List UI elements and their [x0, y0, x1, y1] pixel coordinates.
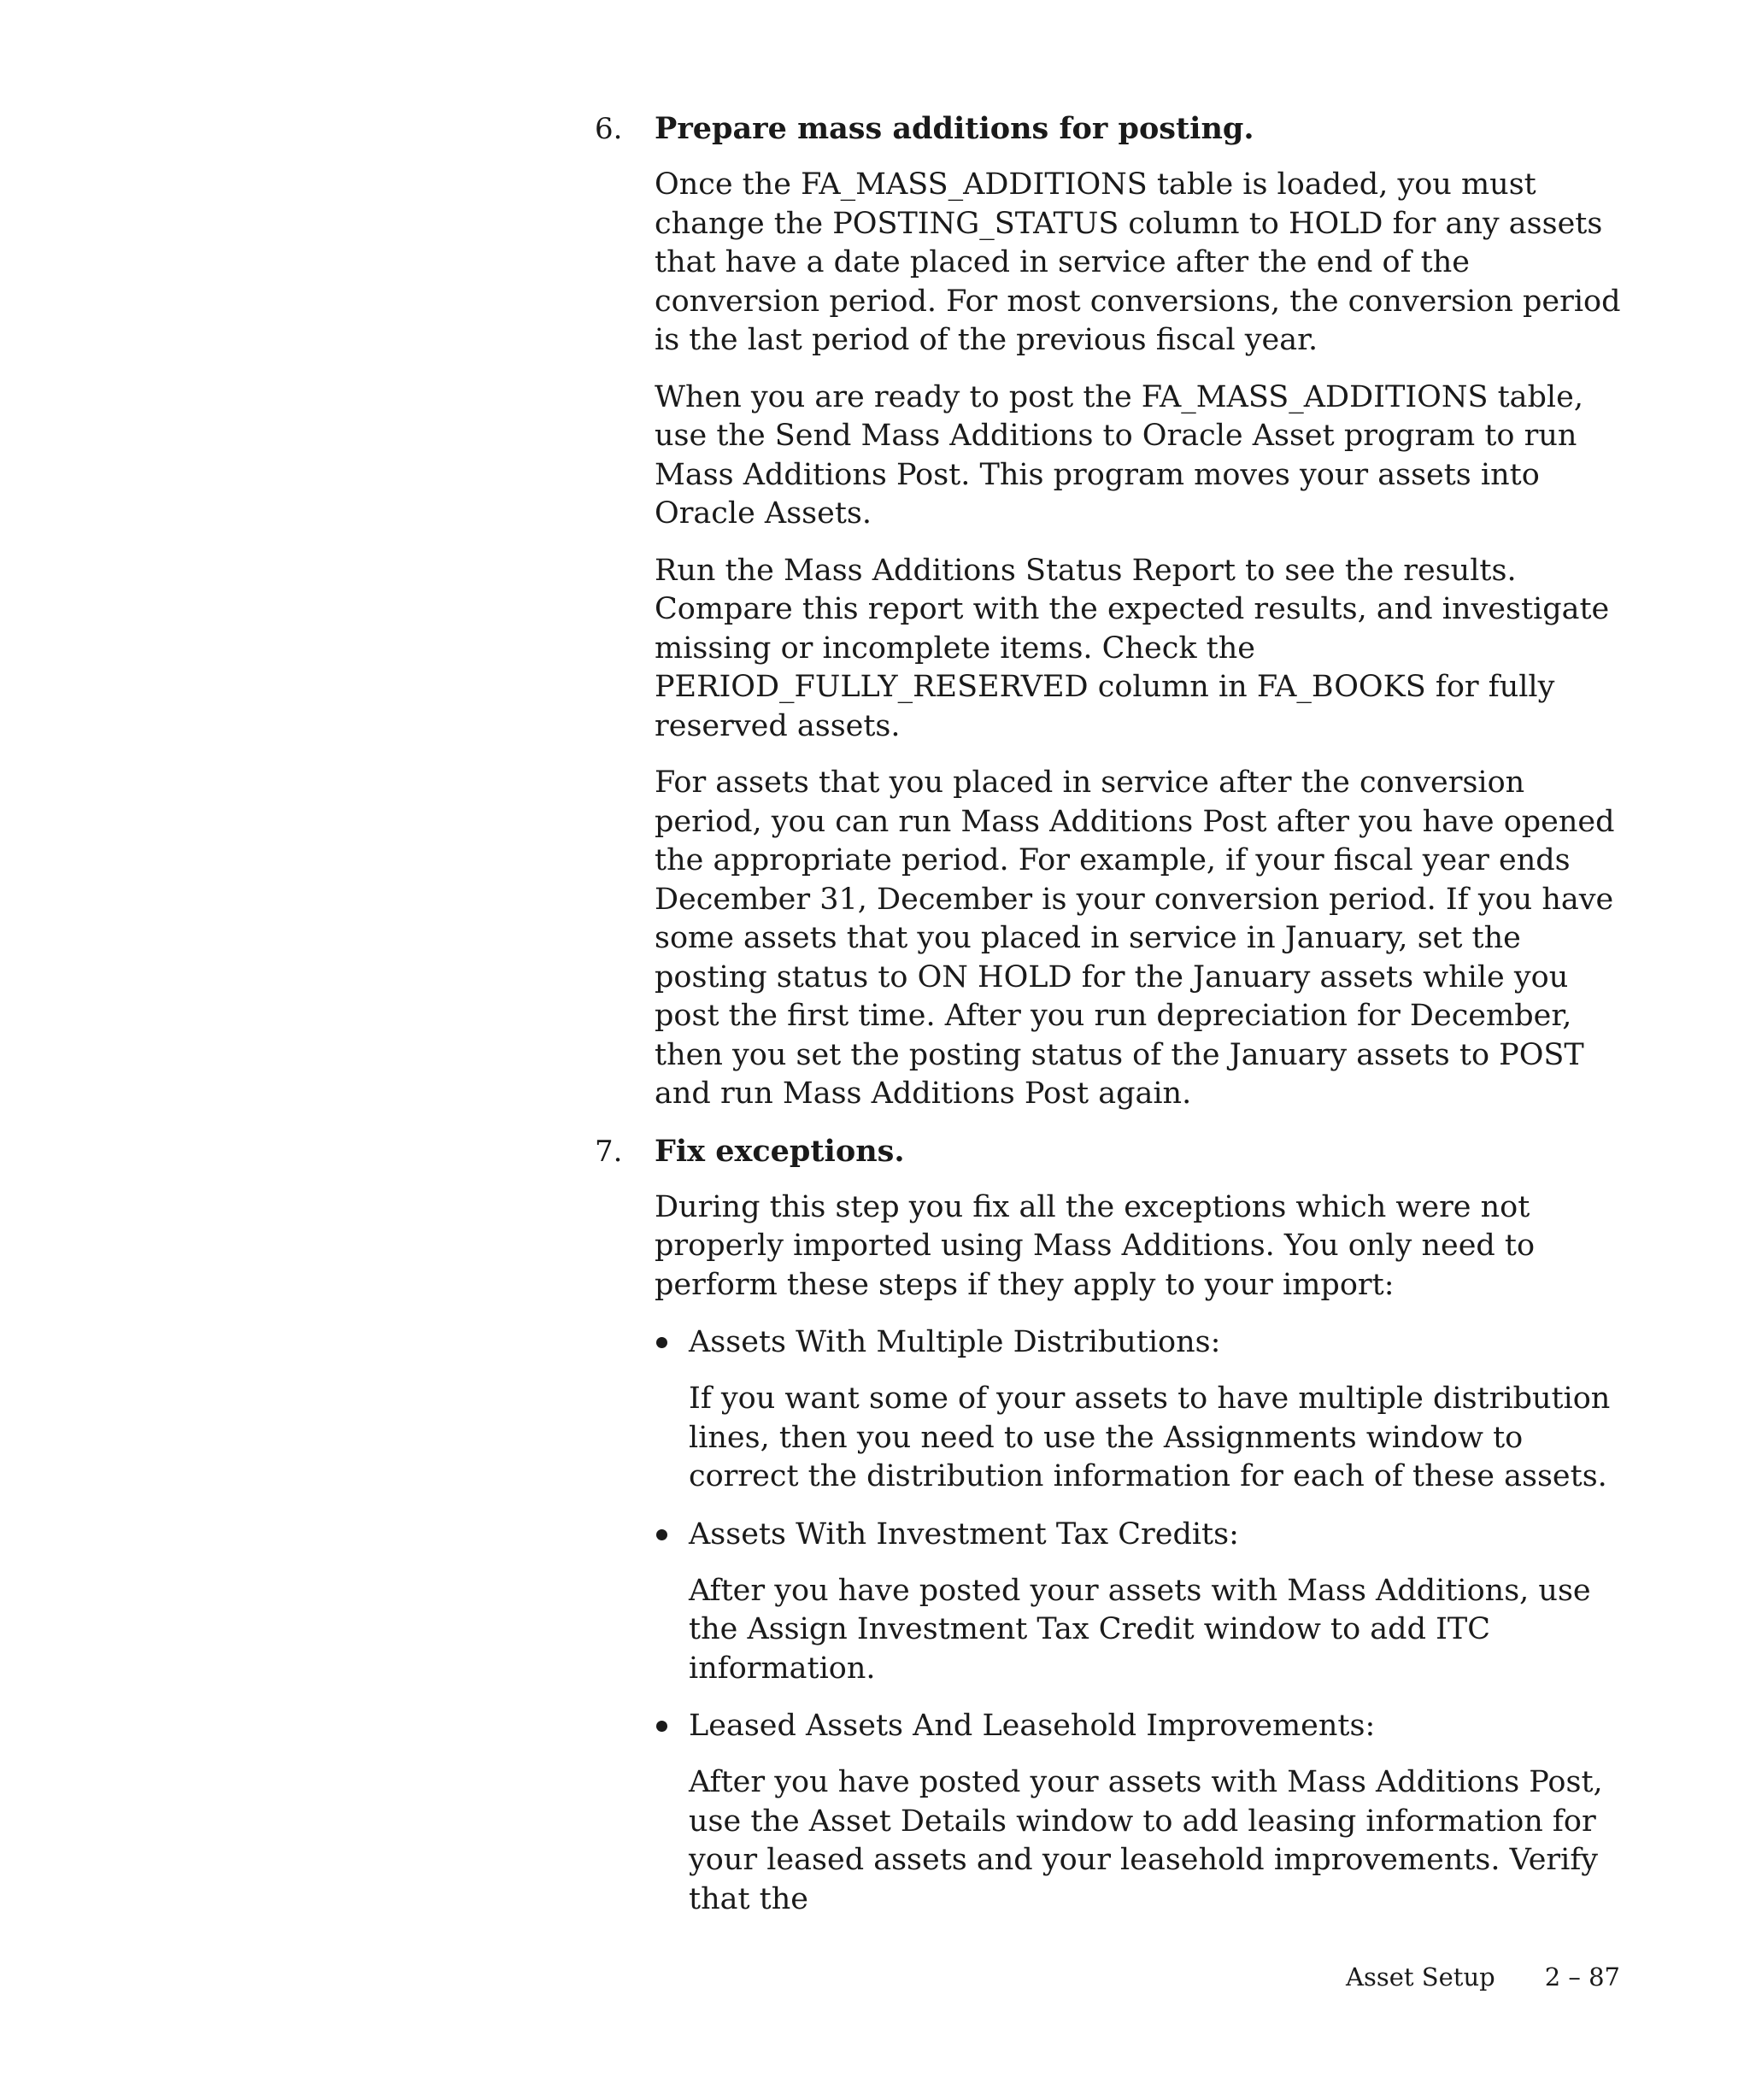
page-footer	[1346, 1962, 1620, 1992]
footer-page-number: 2 – 87	[1544, 1962, 1620, 1991]
step-7	[581, 1132, 1632, 1920]
step-number: 6.	[595, 112, 623, 146]
bullet-label: Leased Assets And Leasehold Improvements:	[689, 1709, 1376, 1743]
step-number: 7.	[595, 1134, 623, 1169]
paragraph: Once the FA_MASS_ADDITIONS table is loaded, you must change the POSTING_STATUS column to HOLD for any assets that have a date placed in service after the end of the conversion period. For most conversions, the conversion period is the last period of the previous fiscal year.	[655, 167, 1621, 357]
paragraph: When you are ready to post the FA_MASS_ADDITIONS table, use the Send Mass Additions to Oracle Asset program to run Mass Additions Post. This program moves your assets into Oracle Assets.	[655, 379, 1583, 531]
paragraph: Run the Mass Additions Status Report to see the results. Compare this report with the expected results, and investigate missing or incomplete items. Check the PERIOD_FULLY_RESERVED column in FA_BOOKS for fully reserved assets.	[655, 553, 1610, 743]
bullet-item-leased-assets	[655, 1706, 1632, 1745]
document-body	[581, 109, 1632, 1937]
bullet-icon	[656, 1337, 667, 1348]
paragraph: During this step you fix all the exceptions which were not properly imported using Mass Additions. You only need to perform these steps if they apply to your import:	[655, 1189, 1536, 1302]
bullet-label: Assets With Multiple Distributions:	[689, 1325, 1221, 1359]
bullet-item-investment-tax-credits	[655, 1515, 1632, 1554]
step-title: Fix exceptions.	[655, 1133, 905, 1169]
bullet-icon	[656, 1721, 667, 1732]
bullet-body: After you have posted your assets with Mass Additions Post, use the Asset Details window to add leasing information for your leased assets and your leasehold improvements. Verify that the	[689, 1765, 1603, 1916]
bullet-body: After you have posted your assets with Mass Additions, use the Assign Investment Tax Credit window to add ITC information.	[689, 1573, 1591, 1686]
step-title: Prepare mass additions for posting.	[655, 111, 1254, 146]
step-6	[581, 109, 1632, 1114]
bullet-body: If you want some of your assets to have multiple distribution lines, then you need to use the Assignments window to correct the distribution information for each of these assets.	[689, 1381, 1611, 1493]
footer-section-title: Asset Setup	[1346, 1962, 1495, 1991]
paragraph: For assets that you placed in service after the conversion period, you can run Mass Additions Post after you have opened the appropriate period. For example, if your fiscal year ends December 31, December is your conversion period. If you have some assets that you placed in service in January, set the posting status to ON HOLD for the January assets while you post the first time. After you run depreciation for December, then you set the posting status of the January assets to POST and run Mass Additions Post again.	[655, 766, 1615, 1111]
bullet-icon	[656, 1529, 667, 1540]
bullet-label: Assets With Investment Tax Credits:	[689, 1516, 1239, 1552]
bullet-item-multiple-distributions	[655, 1323, 1632, 1362]
